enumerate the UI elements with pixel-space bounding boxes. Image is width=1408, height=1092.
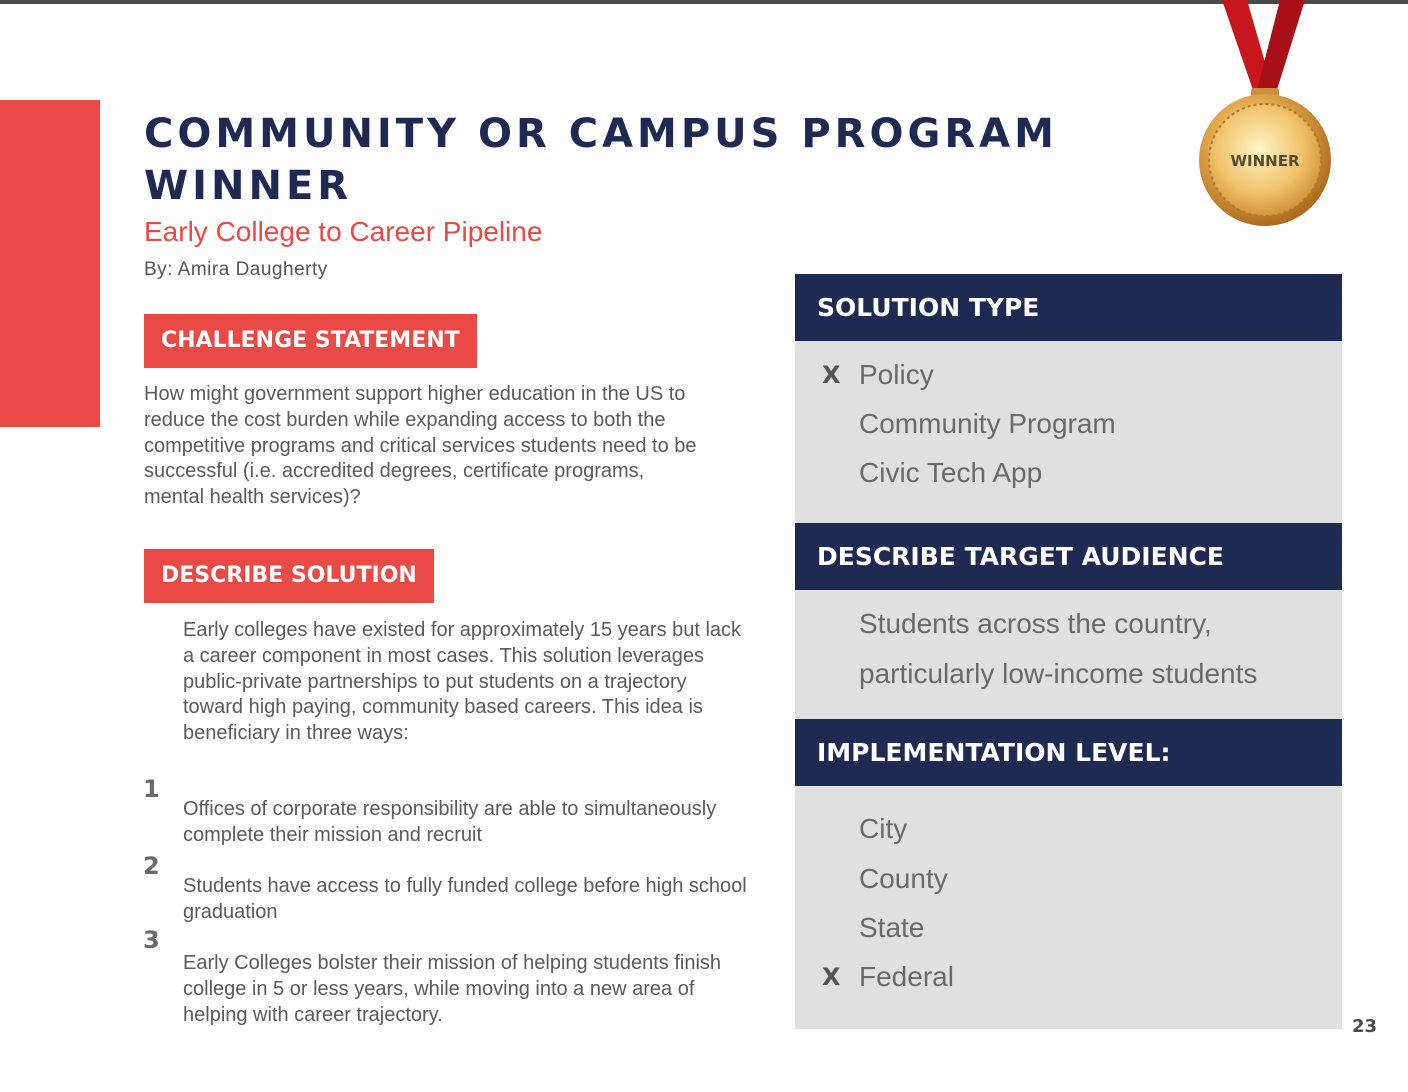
accent-bar	[0, 100, 100, 427]
option-federal: Federal	[859, 961, 954, 992]
target-audience-heading: DESCRIBE TARGET AUDIENCE	[795, 523, 1342, 590]
page-number: 23	[1352, 1016, 1378, 1037]
solution-type-heading: SOLUTION TYPE	[795, 274, 1342, 341]
list-item-number: 1	[143, 775, 160, 803]
implementation-level-heading: IMPLEMENTATION LEVEL:	[795, 719, 1342, 786]
title-line-2: WINNER	[144, 163, 353, 209]
checked-mark: X	[822, 361, 841, 389]
option-city: City	[859, 813, 908, 844]
title-line-1: COMMUNITY OR CAMPUS PROGRAM	[144, 111, 1058, 157]
target-audience-line-2: particularly low-income students	[859, 658, 1258, 689]
winner-badge-label: WINNER	[1230, 152, 1300, 170]
option-state: State	[859, 912, 925, 943]
page-title	[144, 108, 1154, 212]
challenge-statement-text: How might government support higher education in the US to reduce the cost burden while expanding access to both the competitive programs and critical services students need to be successful (i.e. accredited degrees, certificate programs, mental health services)?	[144, 383, 697, 509]
list-item-text: Offices of corporate responsibility are able to simultaneously complete their mission and recruit	[183, 798, 717, 846]
winner-medal-icon	[1195, 0, 1335, 232]
list-item-number: 3	[143, 926, 160, 954]
option-policy: Policy	[859, 359, 934, 390]
list-item-number: 2	[143, 852, 160, 880]
checked-mark: X	[822, 963, 841, 991]
solution-intro-text: Early colleges have existed for approximately 15 years but lack a career component in most cases. This solution leverages public-private partnerships to put students on a trajectory toward high paying, community based careers. This idea is beneficiary in three ways:	[183, 619, 742, 745]
option-civic-tech-app: Civic Tech App	[859, 457, 1043, 488]
option-county: County	[859, 863, 948, 894]
list-item-text: Students have access to fully funded college before high school graduation	[183, 875, 747, 923]
project-subtitle: Early College to Career Pipeline	[144, 216, 543, 247]
author-byline: By: Amira Daugherty	[144, 259, 328, 280]
describe-solution-label: DESCRIBE SOLUTION	[144, 549, 434, 603]
list-item-text: Early Colleges bolster their mission of helping students finish college in 5 or less years, while moving into a new area of helping with career trajectory.	[183, 952, 722, 1026]
target-audience-line-1: Students across the country,	[859, 608, 1212, 639]
option-community-program: Community Program	[859, 408, 1116, 439]
challenge-statement-label: CHALLENGE STATEMENT	[144, 314, 477, 368]
